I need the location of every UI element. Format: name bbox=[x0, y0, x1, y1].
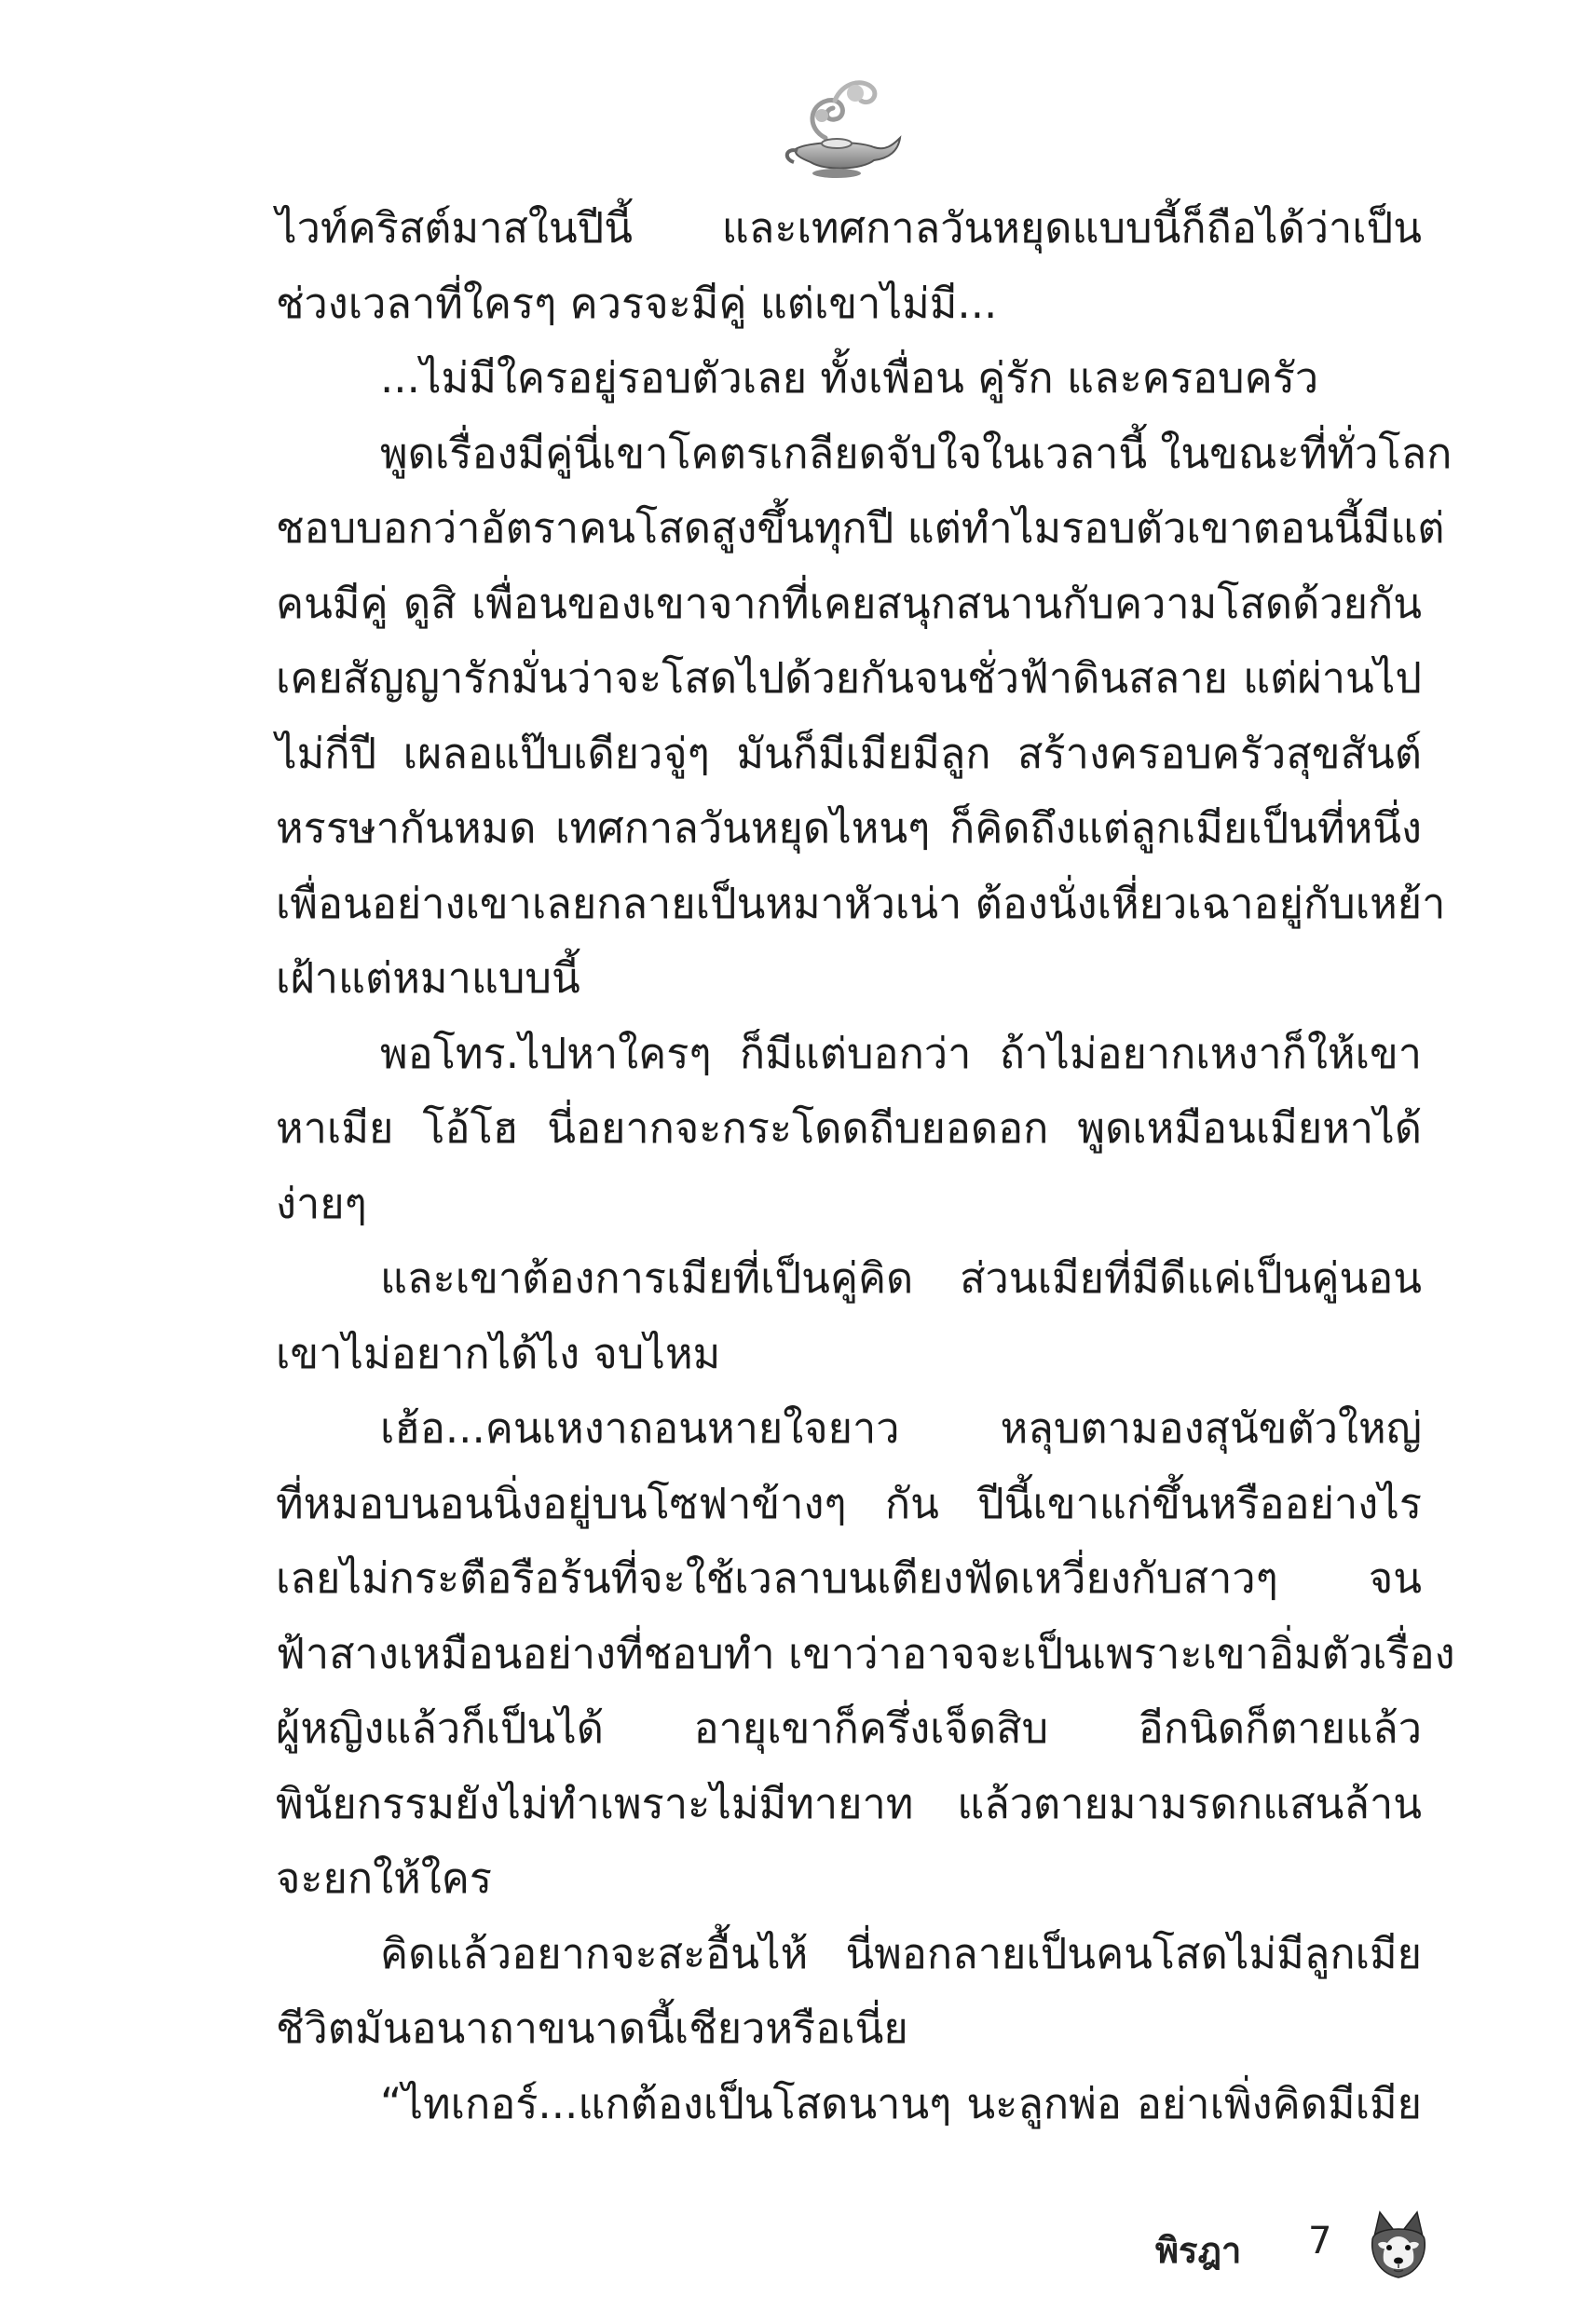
text-line: จะยกให้ใคร bbox=[276, 1853, 493, 1903]
text-line: หาเมีย โอ้โฮ นี่อยากจะกระโดดถีบยอดอก พูดเหมือนเมียหาได้ bbox=[276, 1103, 1422, 1153]
page-number: 7 bbox=[1308, 2220, 1332, 2263]
text-line: ที่หมอบนอนนิ่งอยู่บนโซฟาข้างๆ กัน ปีนี้เขาแก่ขึ้นหรืออย่างไร bbox=[276, 1478, 1422, 1528]
text-line: ไม่กี่ปี เผลอแป๊บเดียวจู่ๆ มันก็มีเมียมีลูก สร้างครอบครัวสุขสันต์ bbox=[276, 728, 1422, 778]
text-line: คนมีคู่ ดูสิ เพื่อนของเขาจากที่เคยสนุกสนานกับความโสดด้วยกัน bbox=[276, 578, 1422, 628]
text-line: เลยไม่กระตือรือร้นที่จะใช้เวลาบนเตียงฟัดเหวี่ยงกับสาวๆ จน bbox=[276, 1553, 1422, 1603]
text-line: และเขาต้องการเมียที่เป็นคู่คิด ส่วนเมียที่มีดีแค่เป็นคู่นอน bbox=[380, 1253, 1422, 1303]
author-name: พิรฎา bbox=[1155, 2230, 1242, 2271]
text-line: เคยสัญญารักมั่นว่าจะโสดไปด้วยกันจนชั่วฟ้าดินสลาย แต่ผ่านไป bbox=[276, 653, 1422, 703]
magic-lamp-icon bbox=[770, 73, 909, 185]
body-text bbox=[276, 191, 1455, 2141]
text-line: เพื่อนอย่างเขาเลยกลายเป็นหมาหัวเน่า ต้องนั่งเหี่ยวเฉาอยู่กับเหย้า bbox=[276, 878, 1446, 928]
page-footer bbox=[1155, 2208, 1435, 2292]
text-line: ชอบบอกว่าอัตราคนโสดสูงขึ้นทุกปี แต่ทำไมรอบตัวเขาตอนนี้มีแต่ bbox=[276, 503, 1445, 553]
text-line: พินัยกรรมยังไม่ทำเพราะไม่มีทายาท แล้วตายมามรดกแสนล้าน bbox=[276, 1778, 1422, 1828]
text-line: ฟ้าสางเหมือนอย่างที่ชอบทำ เขาว่าอาจจะเป็นเพราะเขาอิ่มตัวเรื่อง bbox=[276, 1628, 1455, 1678]
text-line: คิดแล้วอยากจะสะอื้นไห้ นี่พอกลายเป็นคนโสดไม่มีลูกเมีย bbox=[380, 1928, 1422, 1978]
text-line: เฮ้อ...คนเหงาถอนหายใจยาว หลุบตามองสุนัขตัวใหญ่ bbox=[380, 1403, 1422, 1453]
text-line: “ไทเกอร์...แกต้องเป็นโสดนานๆ นะลูกพ่อ อย่าเพิ่งคิดมีเมีย bbox=[380, 2078, 1422, 2128]
text-line: เขาไม่อยากได้ไง จบไหม bbox=[276, 1328, 721, 1378]
text-line: พอโทร.ไปหาใครๆ ก็มีแต่บอกว่า ถ้าไม่อยากเหงาก็ให้เขา bbox=[380, 1028, 1422, 1078]
husky-dog-icon bbox=[1365, 2208, 1432, 2281]
text-line: หรรษากันหมด เทศกาลวันหยุดไหนๆ ก็คิดถึงแต่ลูกเมียเป็นที่หนึ่ง bbox=[276, 803, 1422, 853]
text-line: ผู้หญิงแล้วก็เป็นได้ อายุเขาก็ครึ่งเจ็ดสิบ อีกนิดก็ตายแล้ว bbox=[276, 1703, 1422, 1753]
text-line: ช่วงเวลาที่ใครๆ ควรจะมีคู่ แต่เขาไม่มี... bbox=[276, 278, 998, 328]
text-line: ชีวิตมันอนาถาขนาดนี้เชียวหรือเนี่ย bbox=[276, 2003, 908, 2053]
text-line: ไวท์คริสต์มาสในปีนี้ และเทศกาลวันหยุดแบบนี้ก็ถือได้ว่าเป็น bbox=[276, 203, 1422, 253]
text-line: ...ไม่มีใครอยู่รอบตัวเลย ทั้งเพื่อน คู่รัก และครอบครัว bbox=[380, 353, 1319, 403]
text-line: เฝ้าแต่หมาแบบนี้ bbox=[276, 953, 580, 1003]
text-line: พูดเรื่องมีคู่นี่เขาโคตรเกลียดจับใจในเวลานี้ ในขณะที่ทั่วโลก bbox=[380, 428, 1453, 478]
text-line: ง่ายๆ bbox=[276, 1178, 367, 1228]
